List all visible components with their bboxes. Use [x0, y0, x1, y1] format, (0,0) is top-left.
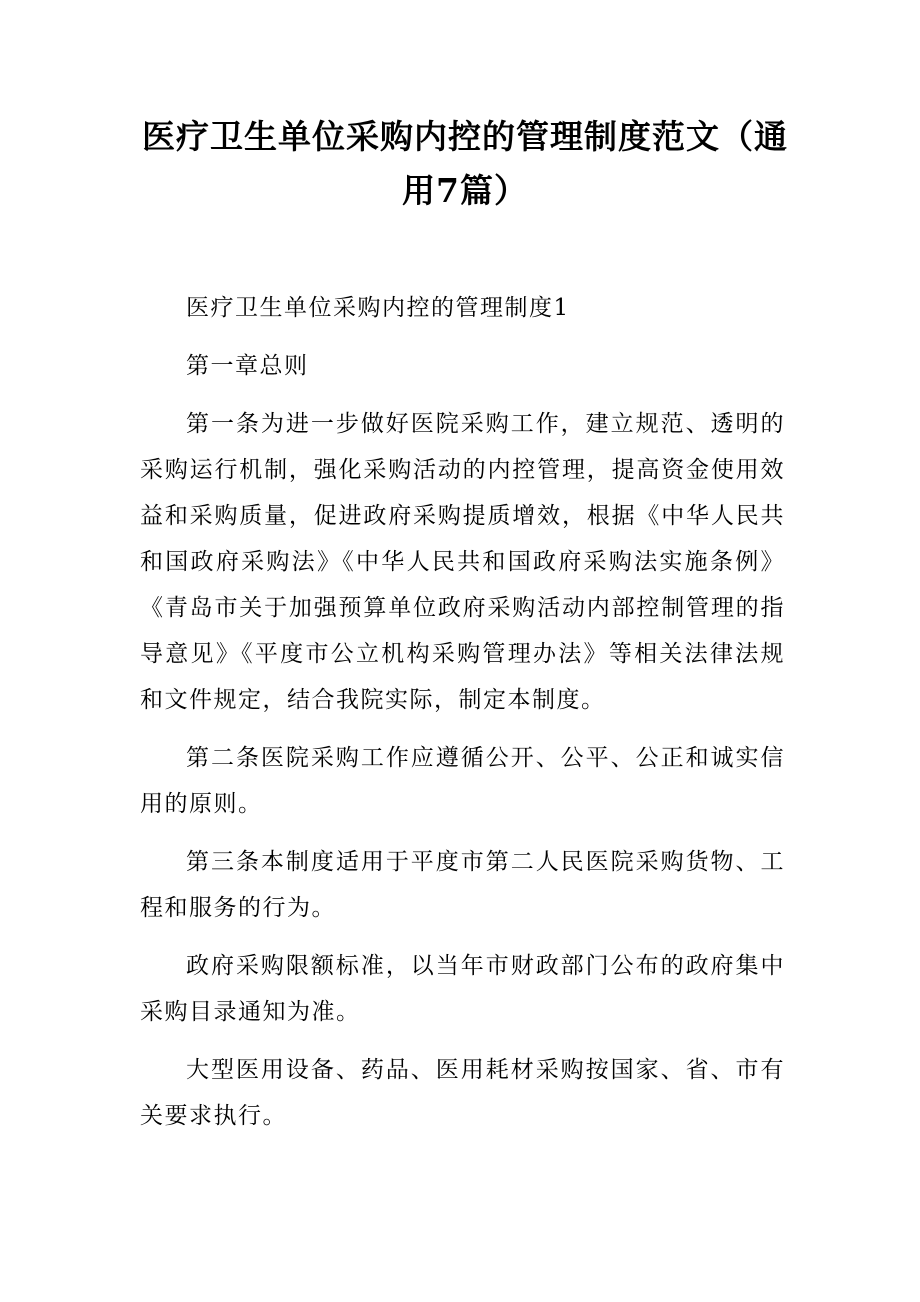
procurement-limit-paragraph: 政府采购限额标准，以当年市财政部门公布的政府集中采购目录通知为准。 [140, 953, 785, 1025]
document-body [140, 285, 785, 1151]
document-title: 医疗卫生单位采购内控的管理制度范文（通用7篇） [142, 117, 788, 210]
chapter-heading: 第一章总则 [186, 353, 309, 379]
medical-equipment-paragraph: 大型医用设备、药品、医用耗材采购按国家、省、市有关要求执行。 [140, 1057, 785, 1129]
article-3-paragraph: 第三条本制度适用于平度市第二人民医院采购货物、工程和服务的行为。 [140, 849, 785, 921]
article-1-paragraph: 第一条为进一步做好医院采购工作，建立规范、透明的采购运行机制，强化采购活动的内控管理，提高资金使用效益和采购质量，促进政府采购提质增效，根据《中华人民共和国政府采购法》《中华人民共和国政府采购法实施条例》《青岛市关于加强预算单位政府采购活动内部控制管理的指导意见》《平度市公立机构采购管理办法》等相关法律法规和文件规定，结合我院实际，制定本制度。 [140, 411, 785, 713]
article-2-paragraph: 第二条医院采购工作应遵循公开、公平、公正和诚实信用的原则。 [140, 745, 785, 817]
section-heading: 医疗卫生单位采购内控的管理制度1 [186, 295, 570, 321]
